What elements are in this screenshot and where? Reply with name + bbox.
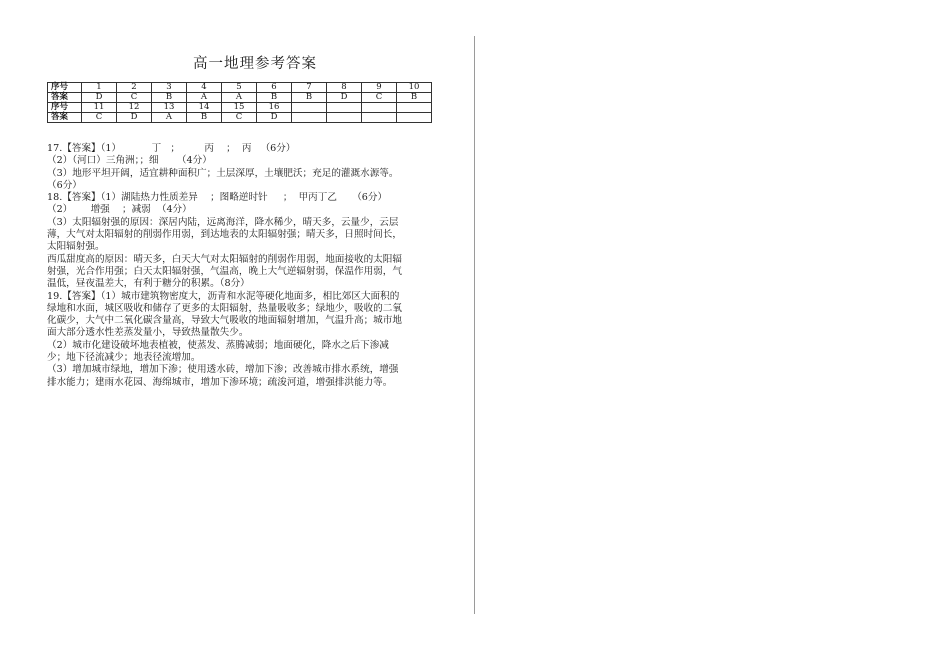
table-cell: D	[82, 93, 117, 103]
table-row	[48, 83, 432, 93]
table-cell: A	[152, 113, 187, 123]
table-cell	[327, 103, 362, 113]
page-title: 高一地理参考答案	[193, 56, 317, 72]
table-cell: D	[327, 93, 362, 103]
table-cell: 11	[82, 103, 117, 113]
table-cell: 4	[187, 83, 222, 93]
text-line: 17.【答案】（1） 丁 ； 丙 ； 丙 （6分）	[47, 143, 296, 154]
table-cell: 5	[222, 83, 257, 93]
table-cell: C	[117, 93, 152, 103]
text-line: （2）（河口）三角洲；；细 （4分）	[47, 155, 212, 167]
answer-explanations	[47, 143, 459, 389]
text-line: （3）增加城市绿地，增加下渗；使用透水砖，增加下渗；改善城市排水系统，增强	[47, 364, 399, 376]
table-cell: B	[292, 93, 327, 103]
row-header: 答案	[48, 113, 82, 123]
text-line: 薄，大气对太阳辐射的削弱作用弱，到达地表的太阳辐射强；晴天多，日照时间长，	[47, 229, 402, 241]
table-cell: D	[257, 113, 292, 123]
text-line: （2） 增强 ；减弱 （4分）	[47, 204, 192, 216]
table-cell: 9	[362, 83, 397, 93]
text-line: 温低，昼夜温差大，有利于糖分的积累。（8分）	[47, 278, 250, 290]
table-cell: 13	[152, 103, 187, 113]
table-cell	[397, 113, 432, 123]
table-cell: B	[257, 93, 292, 103]
table-cell: A	[222, 93, 257, 103]
table-cell: 8	[327, 83, 362, 93]
table-cell: 6	[257, 83, 292, 93]
text-line: 18.【答案】（1）湖陆热力性质差异 ；图略逆时针 ； 甲丙丁乙 （6分）	[47, 192, 388, 204]
table-cell: B	[397, 93, 432, 103]
table-cell: 3	[152, 83, 187, 93]
table-cell	[327, 113, 362, 123]
row-header: 序号	[48, 103, 82, 113]
text-line: （3）地形平坦开阔，适宜耕种面积广；土层深厚，土壤肥沃；充足的灌溉水源等。	[47, 167, 399, 179]
table-row	[48, 93, 432, 103]
text-line: 射强，光合作用强；白天太阳辐射强，气温高，晚上大气逆辐射弱，保温作用弱，气	[47, 265, 402, 277]
text-line: 19.【答案】（1）城市建筑物密度大，沥青和水泥等硬化地面多，相比郊区大面积的	[47, 290, 400, 302]
answer-table	[47, 82, 432, 123]
table-cell	[362, 113, 397, 123]
table-cell	[292, 113, 327, 123]
text-line: 西瓜甜度高的原因：晴天多，白天大气对太阳辐射的削弱作用弱，地面接收的太阳辐	[47, 253, 402, 265]
table-cell: 1	[82, 83, 117, 93]
table-cell	[362, 103, 397, 113]
text-line: 绿地和水面，城区吸收和储存了更多的太阳辐射，热量吸收多；绿地少，吸收的二氧	[47, 302, 402, 314]
text-line: （6分）	[47, 179, 82, 191]
table-cell: C	[362, 93, 397, 103]
text-line: 面大部分透水性差蒸发量小，导致热量散失少。	[47, 327, 249, 339]
table-cell: A	[187, 93, 222, 103]
table-cell: D	[117, 113, 152, 123]
table-cell: C	[222, 113, 257, 123]
table-cell: 16	[257, 103, 292, 113]
row-header: 答案	[48, 93, 82, 103]
text-line: 化碳少，大气中二氧化碳含量高，导致大气吸收的地面辐射增加，气温升高；城市地	[47, 315, 402, 327]
table-cell: B	[187, 113, 222, 123]
text-line: （2）城市化建设破坏地表植被，使蒸发、蒸腾减弱；地面硬化，降水之后下渗减	[47, 339, 389, 351]
table-cell	[292, 103, 327, 113]
table-cell: 7	[292, 83, 327, 93]
row-header: 序号	[48, 83, 82, 93]
table-cell: 12	[117, 103, 152, 113]
table-row	[48, 113, 432, 123]
page-divider	[474, 36, 475, 614]
table-cell: C	[82, 113, 117, 123]
table-cell: 14	[187, 103, 222, 113]
text-line: 太阳辐射强。	[47, 241, 105, 253]
text-line: （3）太阳辐射强的原因：深居内陆，远离海洋，降水稀少，晴天多，云量少，云层	[47, 216, 399, 228]
table-cell: 10	[397, 83, 432, 93]
text-line: 少；地下径流减少；地表径流增加。	[47, 352, 201, 364]
table-cell: 2	[117, 83, 152, 93]
text-line: 排水能力；建雨水花园、海绵城市，增加下渗环境；疏浚河道，增强排洪能力等。	[47, 376, 393, 388]
table-cell: 15	[222, 103, 257, 113]
table-cell: B	[152, 93, 187, 103]
table-cell	[397, 103, 432, 113]
table-row	[48, 103, 432, 113]
